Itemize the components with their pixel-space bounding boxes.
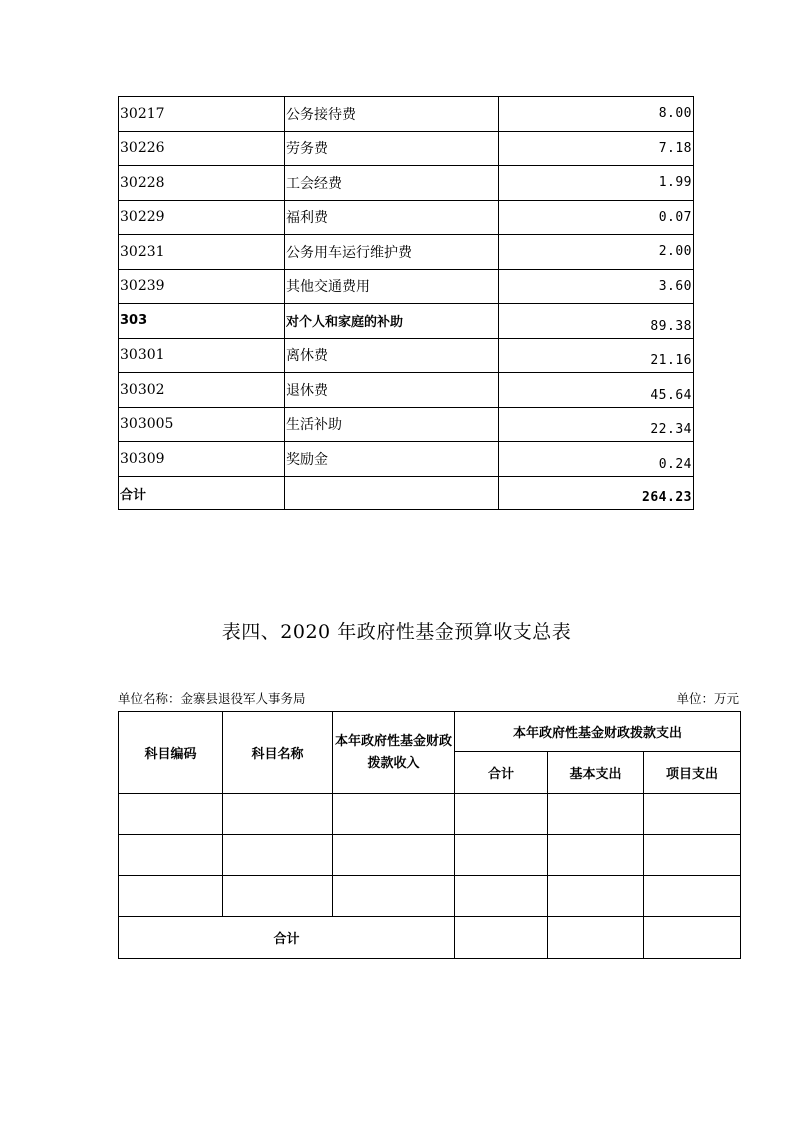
unit-name-label: 单位名称：金寨县退役军人事务局 — [118, 691, 306, 706]
cell — [333, 835, 455, 876]
fund-budget-table — [118, 711, 741, 959]
subject-code: 30239 — [119, 269, 285, 304]
cell — [333, 794, 455, 835]
header-subject-name: 科目名称 — [223, 712, 333, 794]
table-row — [119, 200, 694, 235]
cell — [455, 917, 548, 959]
subject-name: 公务接待费 — [285, 97, 499, 132]
amount: 3.60 — [499, 269, 694, 304]
subject-code: 30228 — [119, 166, 285, 201]
cell — [333, 876, 455, 917]
subject-name: 其他交通费用 — [285, 269, 499, 304]
table-row — [119, 235, 694, 270]
cell — [119, 876, 223, 917]
cell — [644, 917, 741, 959]
header-row — [119, 712, 741, 752]
cell — [548, 917, 644, 959]
table-row — [119, 131, 694, 166]
total-row — [119, 917, 741, 959]
table-row — [119, 338, 694, 373]
amount: 89.38 — [499, 304, 694, 339]
cell — [223, 835, 333, 876]
header-expense-group: 本年政府性基金财政拨款支出 — [455, 712, 741, 752]
table-row — [119, 876, 741, 917]
table-row — [119, 442, 694, 477]
amount: 2.00 — [499, 235, 694, 270]
table-row — [119, 373, 694, 408]
cell — [548, 794, 644, 835]
table-row — [119, 794, 741, 835]
header-project: 项目支出 — [644, 752, 741, 794]
total-row — [119, 476, 694, 509]
total-label: 合计 — [119, 917, 455, 959]
subject-name: 福利费 — [285, 200, 499, 235]
header-total: 合计 — [455, 752, 548, 794]
table-row — [119, 97, 694, 132]
subject-name: 退休费 — [285, 373, 499, 408]
amount: 21.16 — [499, 338, 694, 373]
cell — [455, 876, 548, 917]
cell — [223, 794, 333, 835]
amount: 7.18 — [499, 131, 694, 166]
cell — [644, 794, 741, 835]
expenditure-table — [118, 96, 694, 510]
header-income: 本年政府性基金财政拨款收入 — [333, 712, 455, 794]
amount: 45.64 — [499, 373, 694, 408]
table-row — [119, 269, 694, 304]
table-row-category — [119, 304, 694, 339]
cell — [119, 794, 223, 835]
amount: 22.34 — [499, 407, 694, 442]
subject-name: 公务用车运行维护费 — [285, 235, 499, 270]
amount: 0.07 — [499, 200, 694, 235]
cell — [644, 835, 741, 876]
table-row — [119, 166, 694, 201]
subject-name: 劳务费 — [285, 131, 499, 166]
amount: 1.99 — [499, 166, 694, 201]
subject-name: 生活补助 — [285, 407, 499, 442]
subject-code: 30309 — [119, 442, 285, 477]
amount: 0.24 — [499, 442, 694, 477]
subject-code: 30231 — [119, 235, 285, 270]
subject-code: 30302 — [119, 373, 285, 408]
subject-code: 303 — [119, 304, 285, 339]
unit-label: 单位：万元 — [676, 691, 739, 706]
table-row — [119, 835, 741, 876]
cell — [548, 835, 644, 876]
subject-name: 奖励金 — [285, 442, 499, 477]
cell — [644, 876, 741, 917]
amount: 8.00 — [499, 97, 694, 132]
subject-name: 对个人和家庭的补助 — [285, 304, 499, 339]
subject-code: 30229 — [119, 200, 285, 235]
cell — [119, 835, 223, 876]
cell — [455, 835, 548, 876]
cell — [455, 794, 548, 835]
subject-name: 工会经费 — [285, 166, 499, 201]
subject-code: 30226 — [119, 131, 285, 166]
header-basic: 基本支出 — [548, 752, 644, 794]
total-name — [285, 476, 499, 509]
total-amount: 264.23 — [499, 476, 694, 509]
subject-code: 30301 — [119, 338, 285, 373]
cell — [548, 876, 644, 917]
subject-code: 303005 — [119, 407, 285, 442]
subject-name: 离休费 — [285, 338, 499, 373]
subject-code: 30217 — [119, 97, 285, 132]
header-subject-code: 科目编码 — [119, 712, 223, 794]
page-title: 表四、2020 年政府性基金预算收支总表 — [221, 621, 572, 643]
total-label: 合计 — [119, 476, 285, 509]
cell — [223, 876, 333, 917]
table-row — [119, 407, 694, 442]
